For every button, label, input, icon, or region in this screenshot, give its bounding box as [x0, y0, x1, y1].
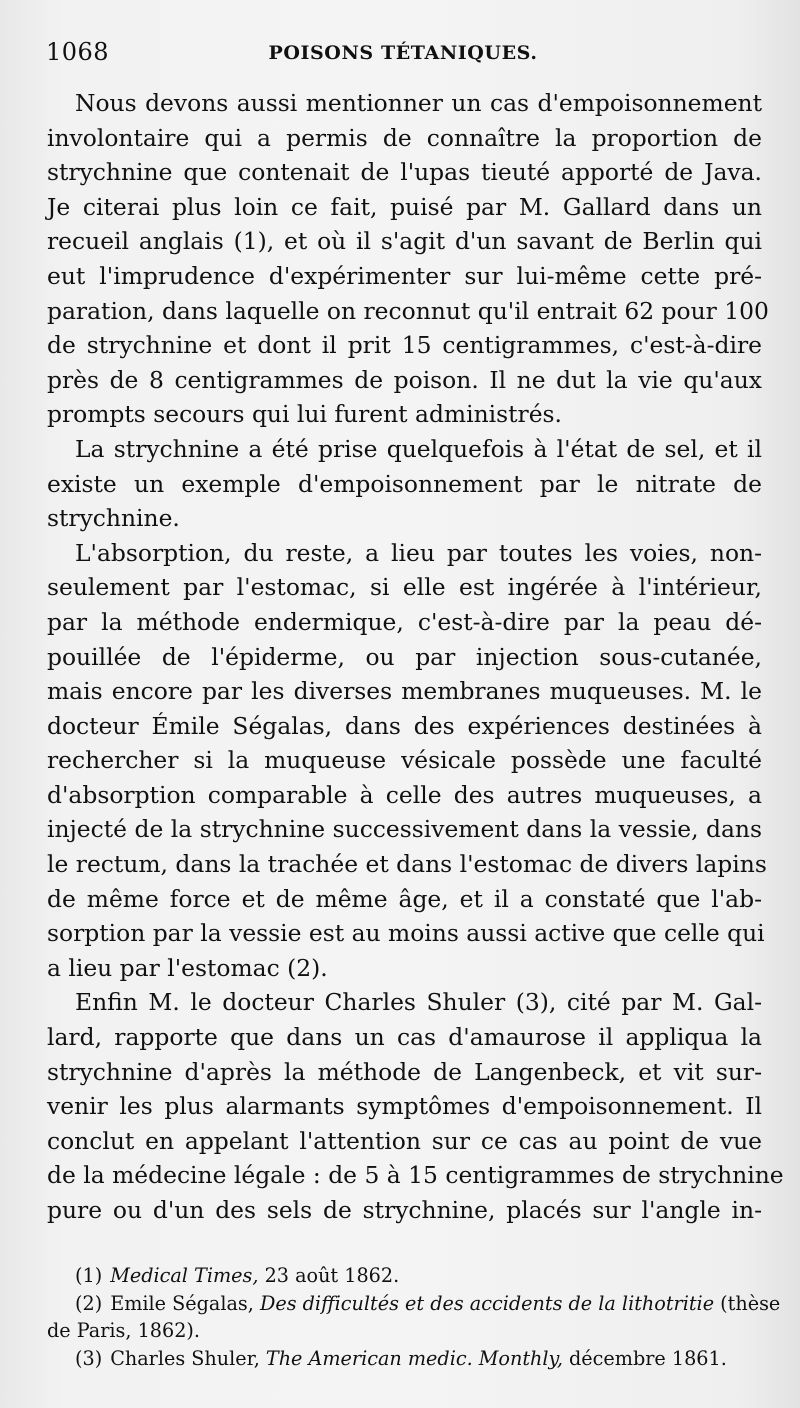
footnote-text: Emile Ségalas,: [110, 1291, 260, 1315]
text-line: près de 8 centigrammes de poison. Il ne dut la vie qu'aux: [47, 365, 762, 394]
footnote-title: The American medic. Monthly,: [265, 1346, 563, 1370]
text-line: Je citerai plus loin ce fait, puisé par M. Gallard dans un: [47, 192, 762, 221]
text-line: strychnine.: [47, 504, 180, 533]
text-line: venir les plus alarmants symptômes d'empoisonnement. Il: [47, 1092, 762, 1121]
footnote-3: [47, 1345, 762, 1373]
footnote-1: [47, 1262, 762, 1290]
text-line: mais encore par les diverses membranes muqueuses. M. le: [47, 677, 762, 706]
footnote-text: décembre 1861.: [562, 1346, 727, 1370]
page-number: 1068: [46, 38, 110, 66]
text-line: sorption par la vessie est au moins aussi active que celle qui: [47, 919, 765, 948]
text-line: rechercher si la muqueuse vésicale possède une faculté: [47, 746, 762, 775]
text-line: d'absorption comparable à celle des autres muqueuses, a: [47, 780, 762, 809]
footnote-text: (thèse: [714, 1291, 781, 1315]
text-line: recueil anglais (1), et où il s'agit d'un savant de Berlin qui: [47, 227, 762, 256]
text-line: par la méthode endermique, c'est-à-dire par la peau dé-: [47, 607, 762, 636]
text-line: pouillée de l'épiderme, ou par injection sous-cutanée,: [47, 642, 762, 671]
footnote-2: [47, 1290, 781, 1318]
text-line: eut l'imprudence d'expérimenter sur lui-même cette pré-: [47, 261, 762, 290]
footnote-marker: (2): [75, 1291, 103, 1315]
text-line: conclut en appelant l'attention sur ce cas au point de vue: [47, 1126, 762, 1155]
text-line: lard, rapporte que dans un cas d'amaurose il appliqua la: [47, 1023, 762, 1052]
footnote-2-continued: [47, 1317, 762, 1345]
text-line: docteur Émile Ségalas, dans des expériences destinées à: [47, 711, 762, 740]
text-line: La strychnine a été prise quelquefois à l'état de sel, et il: [75, 434, 762, 463]
text-line: existe un exemple d'empoisonnement par le nitrate de: [47, 469, 762, 498]
body-text: [47, 86, 784, 1228]
text-line: le rectum, dans la trachée et dans l'estomac de divers lapins: [47, 850, 767, 879]
running-head: POISONS TÉTANIQUES.: [268, 42, 538, 64]
footnotes: [47, 1262, 781, 1372]
text-line: a lieu par l'estomac (2).: [47, 953, 328, 982]
footnote-title: Des difficultés et des accidents de la lithotritie: [259, 1291, 715, 1315]
text-line: de même force et de même âge, et il a constaté que l'ab-: [47, 884, 762, 913]
footnote-text: Charles Shuler,: [110, 1346, 266, 1370]
text-line: paration, dans laquelle on reconnut qu'il entrait 62 pour 100: [47, 296, 769, 325]
text-line: strychnine d'après la méthode de Langenbeck, et vit sur-: [47, 1057, 762, 1086]
text-line: pure ou d'un des sels de strychnine, placés sur l'angle in-: [47, 1196, 762, 1224]
text-line: de la médecine légale : de 5 à 15 centigrammes de strychnine: [47, 1161, 784, 1190]
text-line: prompts secours qui lui furent administrés.: [47, 400, 562, 429]
page-header: [46, 38, 760, 78]
text-line: Enfin M. le docteur Charles Shuler (3), cité par M. Gal-: [75, 988, 762, 1017]
text-line: injecté de la strychnine successivement dans la vessie, dans: [47, 815, 762, 844]
text-line: involontaire qui a permis de connaître la proportion de: [47, 123, 762, 152]
footnote-title: Medical Times,: [110, 1264, 259, 1287]
footnote-marker: (3): [75, 1346, 103, 1370]
text-line: de strychnine et dont il prit 15 centigrammes, c'est-à-dire: [47, 331, 762, 360]
text-line: seulement par l'estomac, si elle est ingérée à l'intérieur,: [47, 573, 762, 602]
footnote-text: de Paris, 1862).: [47, 1319, 200, 1342]
footnote-marker: (1): [75, 1264, 103, 1287]
footnote-text: 23 août 1862.: [258, 1264, 400, 1287]
text-line: strychnine que contenait de l'upas tieuté apporté de Java.: [47, 158, 762, 187]
text-line: L'absorption, du reste, a lieu par toutes les voies, non-: [75, 538, 762, 567]
text-line: Nous devons aussi mentionner un cas d'empoisonnement: [75, 89, 762, 117]
